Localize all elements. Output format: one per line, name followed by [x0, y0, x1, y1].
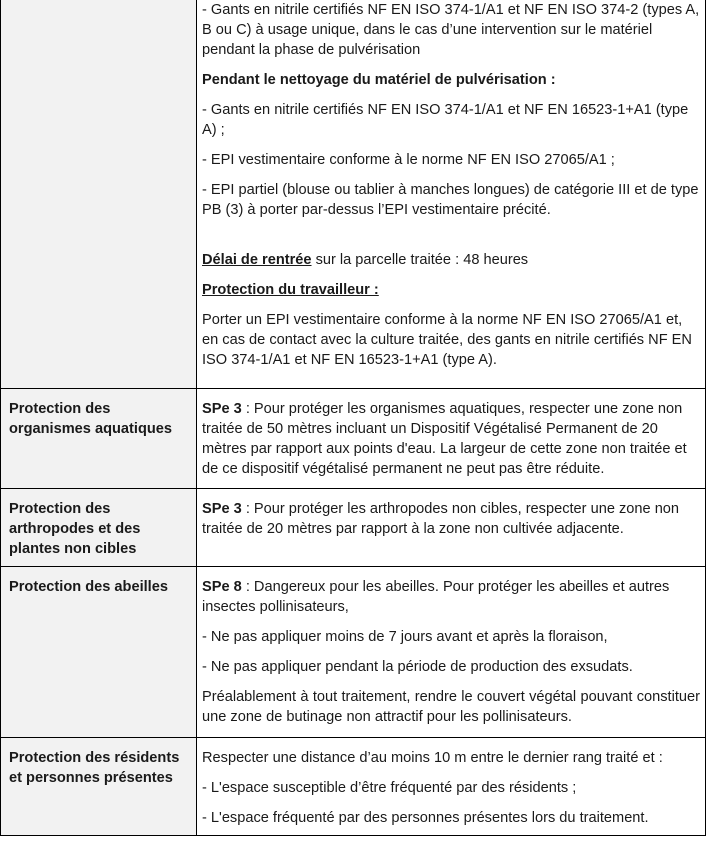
list-item: - Ne pas appliquer moins de 7 jours avant et après la floraison,: [202, 629, 608, 645]
paragraph-aquatic: [202, 399, 700, 479]
table-row-aquatic: [1, 389, 705, 489]
spe-text: : Pour protéger les arthropodes non cibles, respecter une zone non traitée de 20 mètres par rapport à la zone non cultivée adjacente.: [202, 501, 680, 537]
row-label: [1, 0, 197, 388]
table-row-epi: [1, 0, 705, 389]
table-row-arthropods: [1, 489, 705, 567]
paragraph-epi-partial: - EPI partiel (blouse ou tablier à manches longues) de catégorie III et de type PB (3) à porter par-dessus l’EPI vestimentaire précité.: [202, 182, 699, 218]
paragraph-worker-protection: Porter un EPI vestimentaire conforme à la norme NF EN ISO 27065/A1 et, en cas de contact avec la culture traitée, des gants en nitrile certifiés NF EN ISO 374-1/A1 et NF EN 16523-1+A1 (type A).: [202, 312, 692, 368]
spe-text: : Pour protéger les organismes aquatiques, respecter une zone non traitée de 50 mètres incluant un Dispositif Végétalisé Permanent de 20 mètres par rapport aux points d'eau. La largeur de cette zone non traitée et de ce dispositif végétalisé permanent ne peut pas être réduite.: [202, 401, 687, 477]
row-content: [197, 389, 705, 488]
list-item: - L'espace susceptible d’être fréquenté par des résidents ;: [202, 780, 577, 796]
list-item: - L'espace fréquenté par des personnes présentes lors du traitement.: [202, 810, 649, 826]
spe-text: : Dangereux pour les abeilles. Pour protéger les abeilles et autres insectes pollinisateurs,: [202, 579, 670, 615]
paragraph-gloves-spraying: - Gants en nitrile certifiés NF EN ISO 374-1/A1 et NF EN ISO 374-2 (types A, B ou C) à usage unique, dans le cas d’une intervention sur le matériel pendant la phase de pulvérisation: [202, 2, 700, 58]
row-content: [197, 567, 705, 737]
paragraph-gloves-cleaning: - Gants en nitrile certifiés NF EN ISO 374-1/A1 et NF EN 16523-1+A1 (type A) ;: [202, 102, 689, 138]
reentry-label: Délai de rentrée: [202, 252, 312, 268]
row-label: Protection des arthropodes et des plantes non cibles: [1, 489, 197, 566]
row-label: Protection des résidents et personnes présentes: [1, 738, 197, 835]
paragraph-reentry: [202, 250, 700, 270]
table-row-bees: [1, 567, 705, 738]
row-label: Protection des organismes aquatiques: [1, 389, 197, 488]
list-item: - Ne pas appliquer pendant la période de production des exsudats.: [202, 659, 633, 675]
heading-cleaning: Pendant le nettoyage du matériel de pulvérisation :: [202, 72, 556, 88]
paragraph-bees-note: Préalablement à tout traitement, rendre le couvert végétal pouvant constituer une zone de butinage non attractif pour les pollinisateurs.: [202, 689, 700, 725]
spe-code: SPe 8: [202, 579, 242, 595]
paragraph-epi-garment: - EPI vestimentaire conforme à le norme NF EN ISO 27065/A1 ;: [202, 152, 615, 168]
paragraph-residents: Respecter une distance d’au moins 10 m entre le dernier rang traité et :: [202, 750, 663, 766]
paragraph-bees: [202, 577, 700, 617]
table-row-residents: [1, 738, 705, 836]
paragraph-arthropods: [202, 499, 700, 539]
row-content: [197, 738, 705, 835]
heading-worker-protection: Protection du travailleur :: [202, 282, 379, 298]
spe-code: SPe 3: [202, 401, 242, 417]
reentry-text: sur la parcelle traitée : 48 heures: [311, 252, 529, 268]
row-content: [197, 0, 705, 388]
row-content: [197, 489, 705, 566]
row-label: Protection des abeilles: [1, 567, 197, 737]
spe-code: SPe 3: [202, 501, 242, 517]
